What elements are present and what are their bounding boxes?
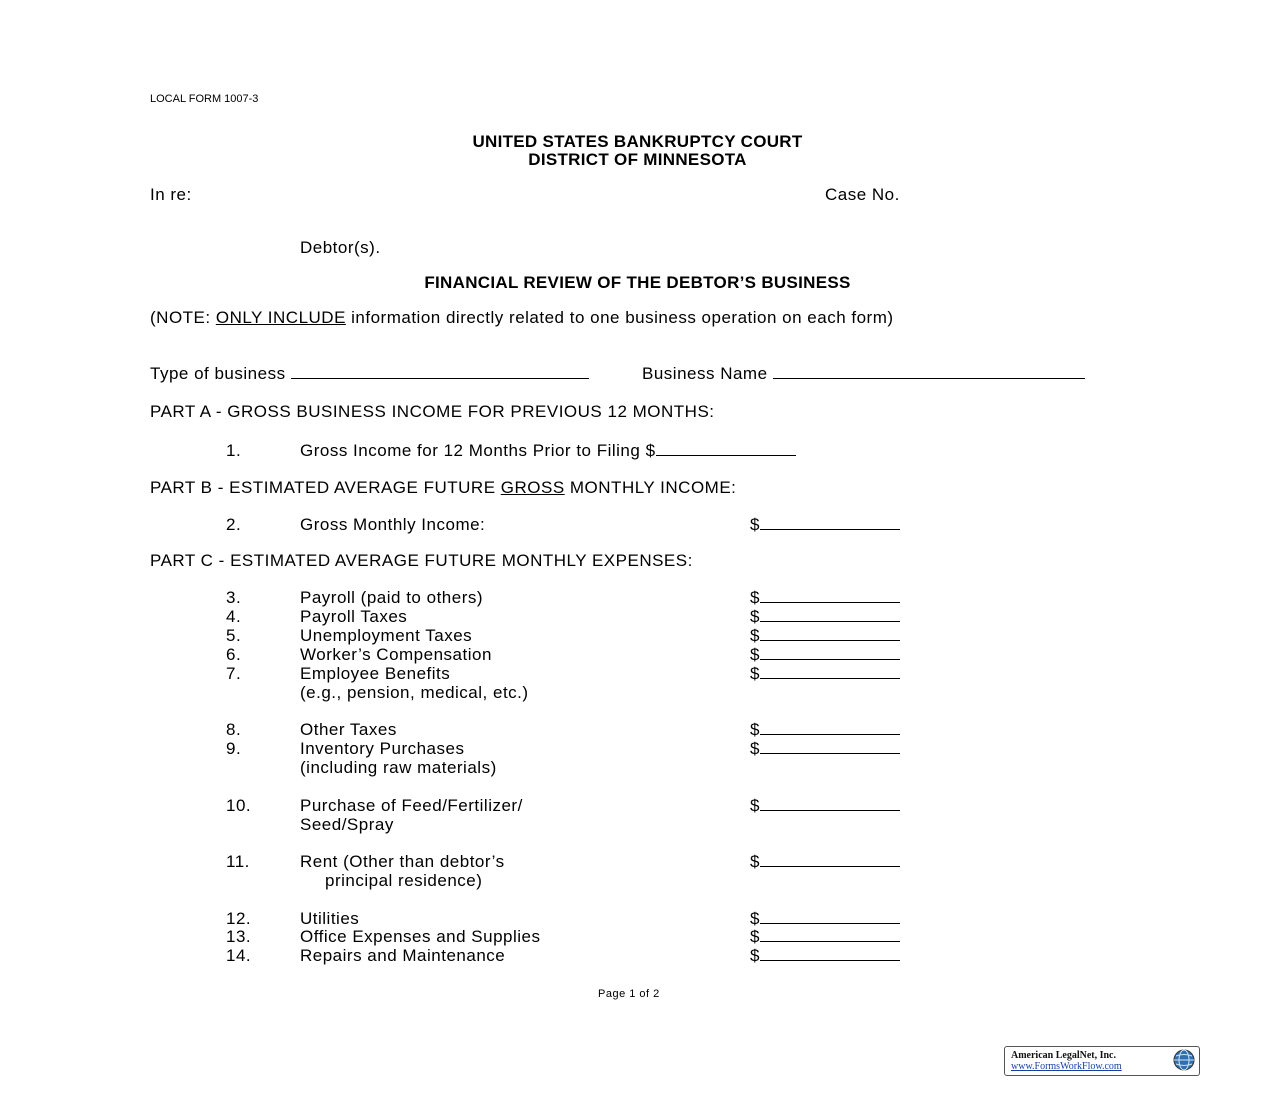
gross-income-label: Gross Income for 12 Months Prior to Filing $ — [300, 441, 656, 460]
expense-label: Other Taxes — [300, 720, 397, 739]
part-b-heading-post: MONTHLY INCOME: — [564, 478, 737, 497]
dollar-sign: $ — [750, 588, 760, 607]
expense-amount-field[interactable] — [760, 626, 900, 641]
expense-amount-field[interactable] — [760, 720, 900, 735]
part-b-heading-emphasis: GROSS — [500, 478, 565, 497]
expense-amount — [750, 664, 900, 684]
dollar-sign: $ — [750, 607, 760, 626]
part-b-heading — [150, 478, 736, 498]
note — [150, 308, 894, 328]
form-title: FINANCIAL REVIEW OF THE DEBTOR’S BUSINESS — [424, 273, 851, 292]
expense-amount — [750, 626, 900, 646]
expense-sublabel: Seed/Spray — [300, 815, 394, 834]
dollar-sign: $ — [750, 927, 760, 946]
court-district: DISTRICT OF MINNESOTA — [528, 150, 747, 169]
expense-amount-field[interactable] — [760, 588, 900, 603]
dollar-sign: $ — [750, 720, 760, 739]
expense-amount-field[interactable] — [760, 946, 900, 961]
dollar-sign: $ — [750, 796, 760, 815]
gross-monthly-amount — [750, 515, 900, 535]
expense-amount — [750, 588, 900, 608]
part-b-heading-pre: PART B - ESTIMATED AVERAGE FUTURE — [150, 478, 501, 497]
business-name-row — [642, 364, 1085, 384]
expense-amount — [750, 607, 900, 627]
dollar-sign: $ — [750, 645, 760, 664]
item-number: 2. — [226, 515, 242, 534]
expense-sublabel: principal residence) — [325, 871, 483, 890]
gross-monthly-label: Gross Monthly Income: — [300, 515, 486, 534]
part-a-item — [300, 441, 796, 461]
dollar-sign: $ — [750, 515, 760, 534]
expense-label: Repairs and Maintenance — [300, 946, 506, 965]
expense-label: Office Expenses and Supplies — [300, 927, 541, 946]
form-id: LOCAL FORM 1007-3 — [150, 93, 259, 105]
case-no-label: Case No. — [825, 185, 900, 204]
item-number: 10. — [226, 796, 252, 815]
gross-monthly-field[interactable] — [760, 515, 900, 530]
expense-sublabel: (including raw materials) — [300, 758, 497, 777]
publisher-url[interactable]: www.FormsWorkFlow.com — [1011, 1061, 1122, 1072]
expense-amount-field[interactable] — [760, 739, 900, 754]
expense-amount-field[interactable] — [760, 852, 900, 867]
dollar-sign: $ — [750, 664, 760, 683]
dollar-sign: $ — [750, 739, 760, 758]
item-number: 13. — [226, 927, 252, 946]
note-rest: information directly related to one business operation on each form) — [345, 308, 894, 327]
note-open: (NOTE: — [150, 308, 216, 327]
expense-label: Purchase of Feed/Fertilizer/ — [300, 796, 523, 815]
globe-logo-icon — [1173, 1049, 1195, 1071]
expense-amount — [750, 796, 900, 816]
dollar-sign: $ — [750, 626, 760, 645]
dollar-sign: $ — [750, 946, 760, 965]
expense-amount — [750, 946, 900, 966]
expense-amount — [750, 852, 900, 872]
item-number: 7. — [226, 664, 242, 683]
business-type-label: Type of business — [150, 364, 286, 383]
in-re-label: In re: — [150, 185, 192, 204]
expense-sublabel: (e.g., pension, medical, etc.) — [300, 683, 529, 702]
publisher-name: American LegalNet, Inc. — [1011, 1050, 1116, 1061]
expense-amount — [750, 927, 900, 947]
publisher-badge[interactable] — [1004, 1046, 1200, 1076]
expense-label: Rent (Other than debtor’s — [300, 852, 505, 871]
business-type-field[interactable] — [291, 364, 589, 379]
business-type-row — [150, 364, 589, 384]
gross-income-field[interactable] — [656, 441, 796, 456]
debtors-label: Debtor(s). — [300, 238, 381, 257]
expense-amount-field[interactable] — [760, 796, 900, 811]
page-number: Page 1 of 2 — [598, 988, 660, 1000]
court-name: UNITED STATES BANKRUPTCY COURT — [472, 132, 803, 151]
part-a-heading: PART A - GROSS BUSINESS INCOME FOR PREVIOUS 12 MONTHS: — [150, 402, 715, 421]
expense-label: Utilities — [300, 909, 360, 928]
expense-amount — [750, 645, 900, 665]
expense-label: Payroll (paid to others) — [300, 588, 484, 607]
expense-amount — [750, 909, 900, 929]
item-number: 1. — [226, 441, 242, 460]
expense-amount-field[interactable] — [760, 607, 900, 622]
item-number: 8. — [226, 720, 242, 739]
expense-amount-field[interactable] — [760, 909, 900, 924]
expense-amount-field[interactable] — [760, 664, 900, 679]
expense-amount — [750, 720, 900, 740]
item-number: 11. — [226, 852, 250, 871]
dollar-sign: $ — [750, 852, 760, 871]
item-number: 5. — [226, 626, 242, 645]
expense-amount — [750, 739, 900, 759]
item-number: 6. — [226, 645, 242, 664]
expense-label: Payroll Taxes — [300, 607, 408, 626]
expense-label: Employee Benefits — [300, 664, 451, 683]
item-number: 12. — [226, 909, 252, 928]
item-number: 14. — [226, 946, 252, 965]
part-c-heading: PART C - ESTIMATED AVERAGE FUTURE MONTHLY EXPENSES: — [150, 551, 693, 570]
business-name-field[interactable] — [773, 364, 1085, 379]
expense-label: Inventory Purchases — [300, 739, 465, 758]
item-number: 3. — [226, 588, 242, 607]
item-number: 9. — [226, 739, 242, 758]
item-number: 4. — [226, 607, 242, 626]
expense-amount-field[interactable] — [760, 645, 900, 660]
expense-label: Unemployment Taxes — [300, 626, 473, 645]
business-name-label: Business Name — [642, 364, 768, 383]
expense-amount-field[interactable] — [760, 927, 900, 942]
note-emphasis: ONLY INCLUDE — [215, 308, 346, 327]
expense-label: Worker’s Compensation — [300, 645, 492, 664]
dollar-sign: $ — [750, 909, 760, 928]
